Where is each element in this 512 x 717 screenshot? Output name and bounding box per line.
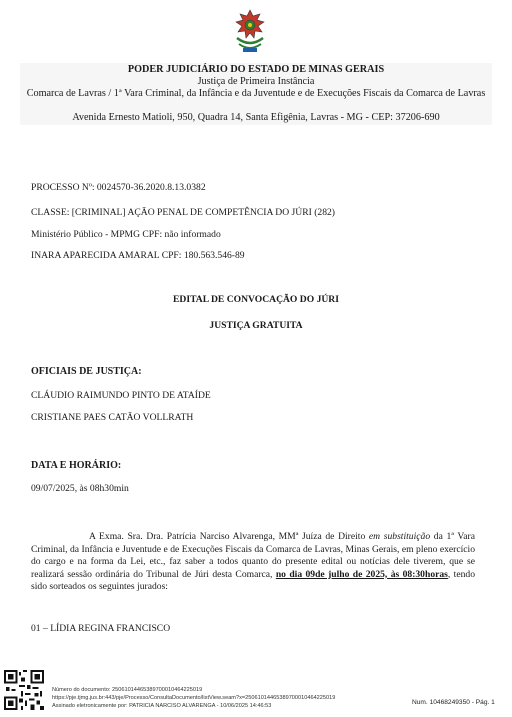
body-text-session-date: no dia 09de julho de 2025, às 08:30horas <box>275 568 448 580</box>
qr-code-icon <box>4 670 44 710</box>
court-comarca: Comarca de Lavras / 1ª Vara Criminal, da Infância e da Juventude e de Execuções Fiscais da Comarca de Lavras <box>26 88 486 99</box>
juror-item: 01 – LÍDIA REGINA FRANCISCO <box>31 623 171 634</box>
schedule-label: DATA E HORÁRIO: <box>31 460 122 471</box>
court-title: PODER JUDICIÁRIO DO ESTADO DE MINAS GERAIS <box>127 64 385 75</box>
document-subtitle: JUSTIÇA GRATUITA <box>209 320 303 331</box>
body-text-italic: em substituição <box>368 531 431 542</box>
schedule-value: 09/07/2025, às 08h30min <box>31 483 129 494</box>
court-address: Avenida Ernesto Matioli, 950, Quadra 14, Santa Efigênia, Lavras - MG - CEP: 37206-690 <box>72 112 440 123</box>
process-class: CLASSE: [CRIMINAL] AÇÃO PENAL DE COMPETÊNCIA DO JÚRI (282) <box>31 207 335 218</box>
officers-label: OFICIAIS DE JUSTIÇA: <box>31 366 142 377</box>
body-paragraph <box>31 531 475 594</box>
body-text-part2: da 1ª Vara Criminal, da Infância e Juventude e de Execuções Fiscais da Comarca de Lavras, Minas Gerais, em pleno exercício do cargo e na forma da Lei, etc., faz saber a todos quanto do presente edital ou notícias dele tiverem, que se realizará sessão ordinária do Tribunal de Júri desta Comarca, <box>31 531 475 580</box>
footer-url[interactable]: https://pje.tjmg.jus.br:443/pje/Processo/ConsultaDocumento/listView.seam?x=25061014465389700010464225019 <box>52 695 336 701</box>
footer-signature: Assinado eletronicamente por: PATRICIA NARCISO ALVARENGA - 10/06/2025 14:46:53 <box>52 703 272 709</box>
officer-item: CLÁUDIO RAIMUNDO PINTO DE ATAÍDE <box>31 390 211 401</box>
page-number: Num. 10468249350 - Pág. 1 <box>412 699 495 706</box>
coat-of-arms-emblem <box>230 8 270 56</box>
court-subtitle: Justiça de Primeira Instância <box>197 76 315 87</box>
body-text-part1: A Exma. Sra. Dra. Patrícia Narciso Alvarenga, MMª Juíza de Direito <box>89 531 369 542</box>
prosecutor-line: Ministério Público - MPMG CPF: não informado <box>31 229 221 240</box>
body-text-part3: , tendo sido sorteados os seguintes jurados: <box>31 568 475 592</box>
defendant-line: INARA APARECIDA AMARAL CPF: 180.563.546-89 <box>31 250 245 261</box>
footer-doc-number: Número do documento: 25061014465389700010464225019 <box>52 687 203 693</box>
officer-item: CRISTIANE PAES CATÃO VOLLRATH <box>31 412 194 423</box>
process-number: PROCESSO Nº: 0024570-36.2020.8.13.0382 <box>31 182 206 193</box>
document-title: EDITAL DE CONVOCAÇÃO DO JÚRI <box>173 294 339 305</box>
